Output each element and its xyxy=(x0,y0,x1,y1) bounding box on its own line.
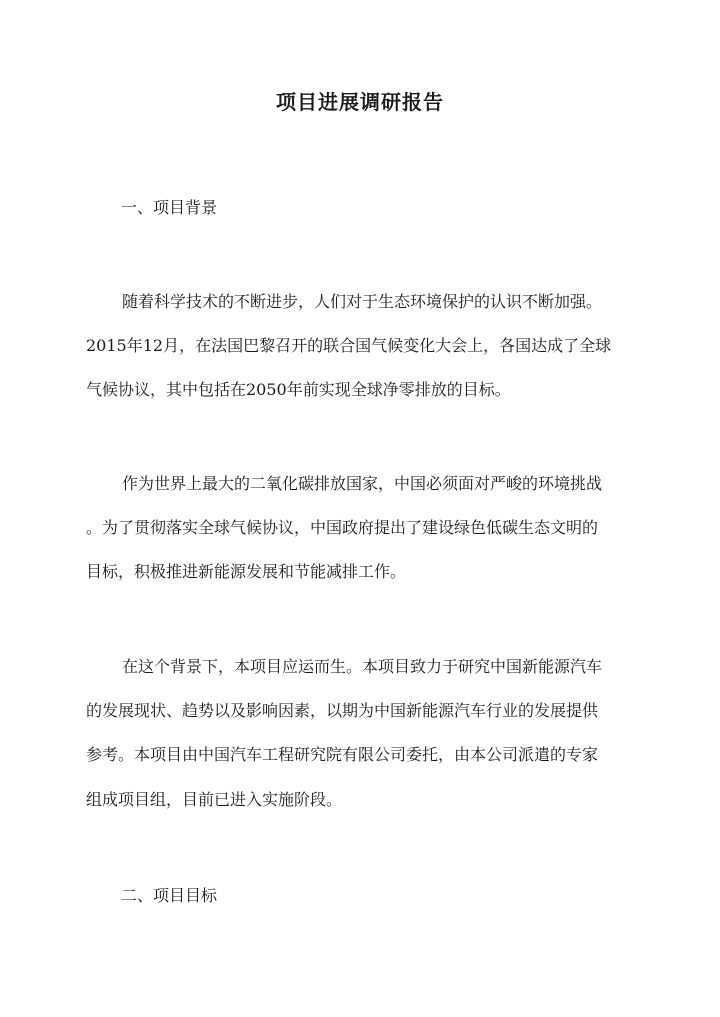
section-heading-objectives: 二、项目目标 xyxy=(121,886,218,905)
paragraph-line: 作为世界上最大的二氧化碳排放国家，中国必须面对严峻的环境挑战 xyxy=(122,474,603,493)
paragraph-line: 。为了贯彻落实全球气候协议，中国政府提出了建设绿色低碳生态文明的 xyxy=(86,518,599,537)
paragraph-line: 的发展现状、趋势以及影响因素，以期为中国新能源汽车行业的发展提供 xyxy=(86,701,599,720)
document-title: 项目进展调研报告 xyxy=(276,90,444,114)
paragraph-line: 目标，积极推进新能源发展和节能减排工作。 xyxy=(86,562,407,581)
paragraph-line: 组成项目组，目前已进入实施阶段。 xyxy=(86,790,343,809)
paragraph-line: 气候协议，其中包括在2050年前实现全球净零排放的目标。 xyxy=(86,380,511,399)
paragraph-line: 随着科学技术的不断进步，人们对于生态环境保护的认识不断加强。 xyxy=(122,292,603,311)
section-heading-background: 一、项目背景 xyxy=(121,198,218,217)
paragraph-line: 在这个背景下，本项目应运而生。本项目致力于研究中国新能源汽车 xyxy=(122,657,603,676)
paragraph-line: 参考。本项目由中国汽车工程研究院有限公司委托，由本公司派遣的专家 xyxy=(86,745,599,764)
paragraph-line: 2015年12月，在法国巴黎召开的联合国气候变化大会上，各国达成了全球 xyxy=(86,336,612,355)
